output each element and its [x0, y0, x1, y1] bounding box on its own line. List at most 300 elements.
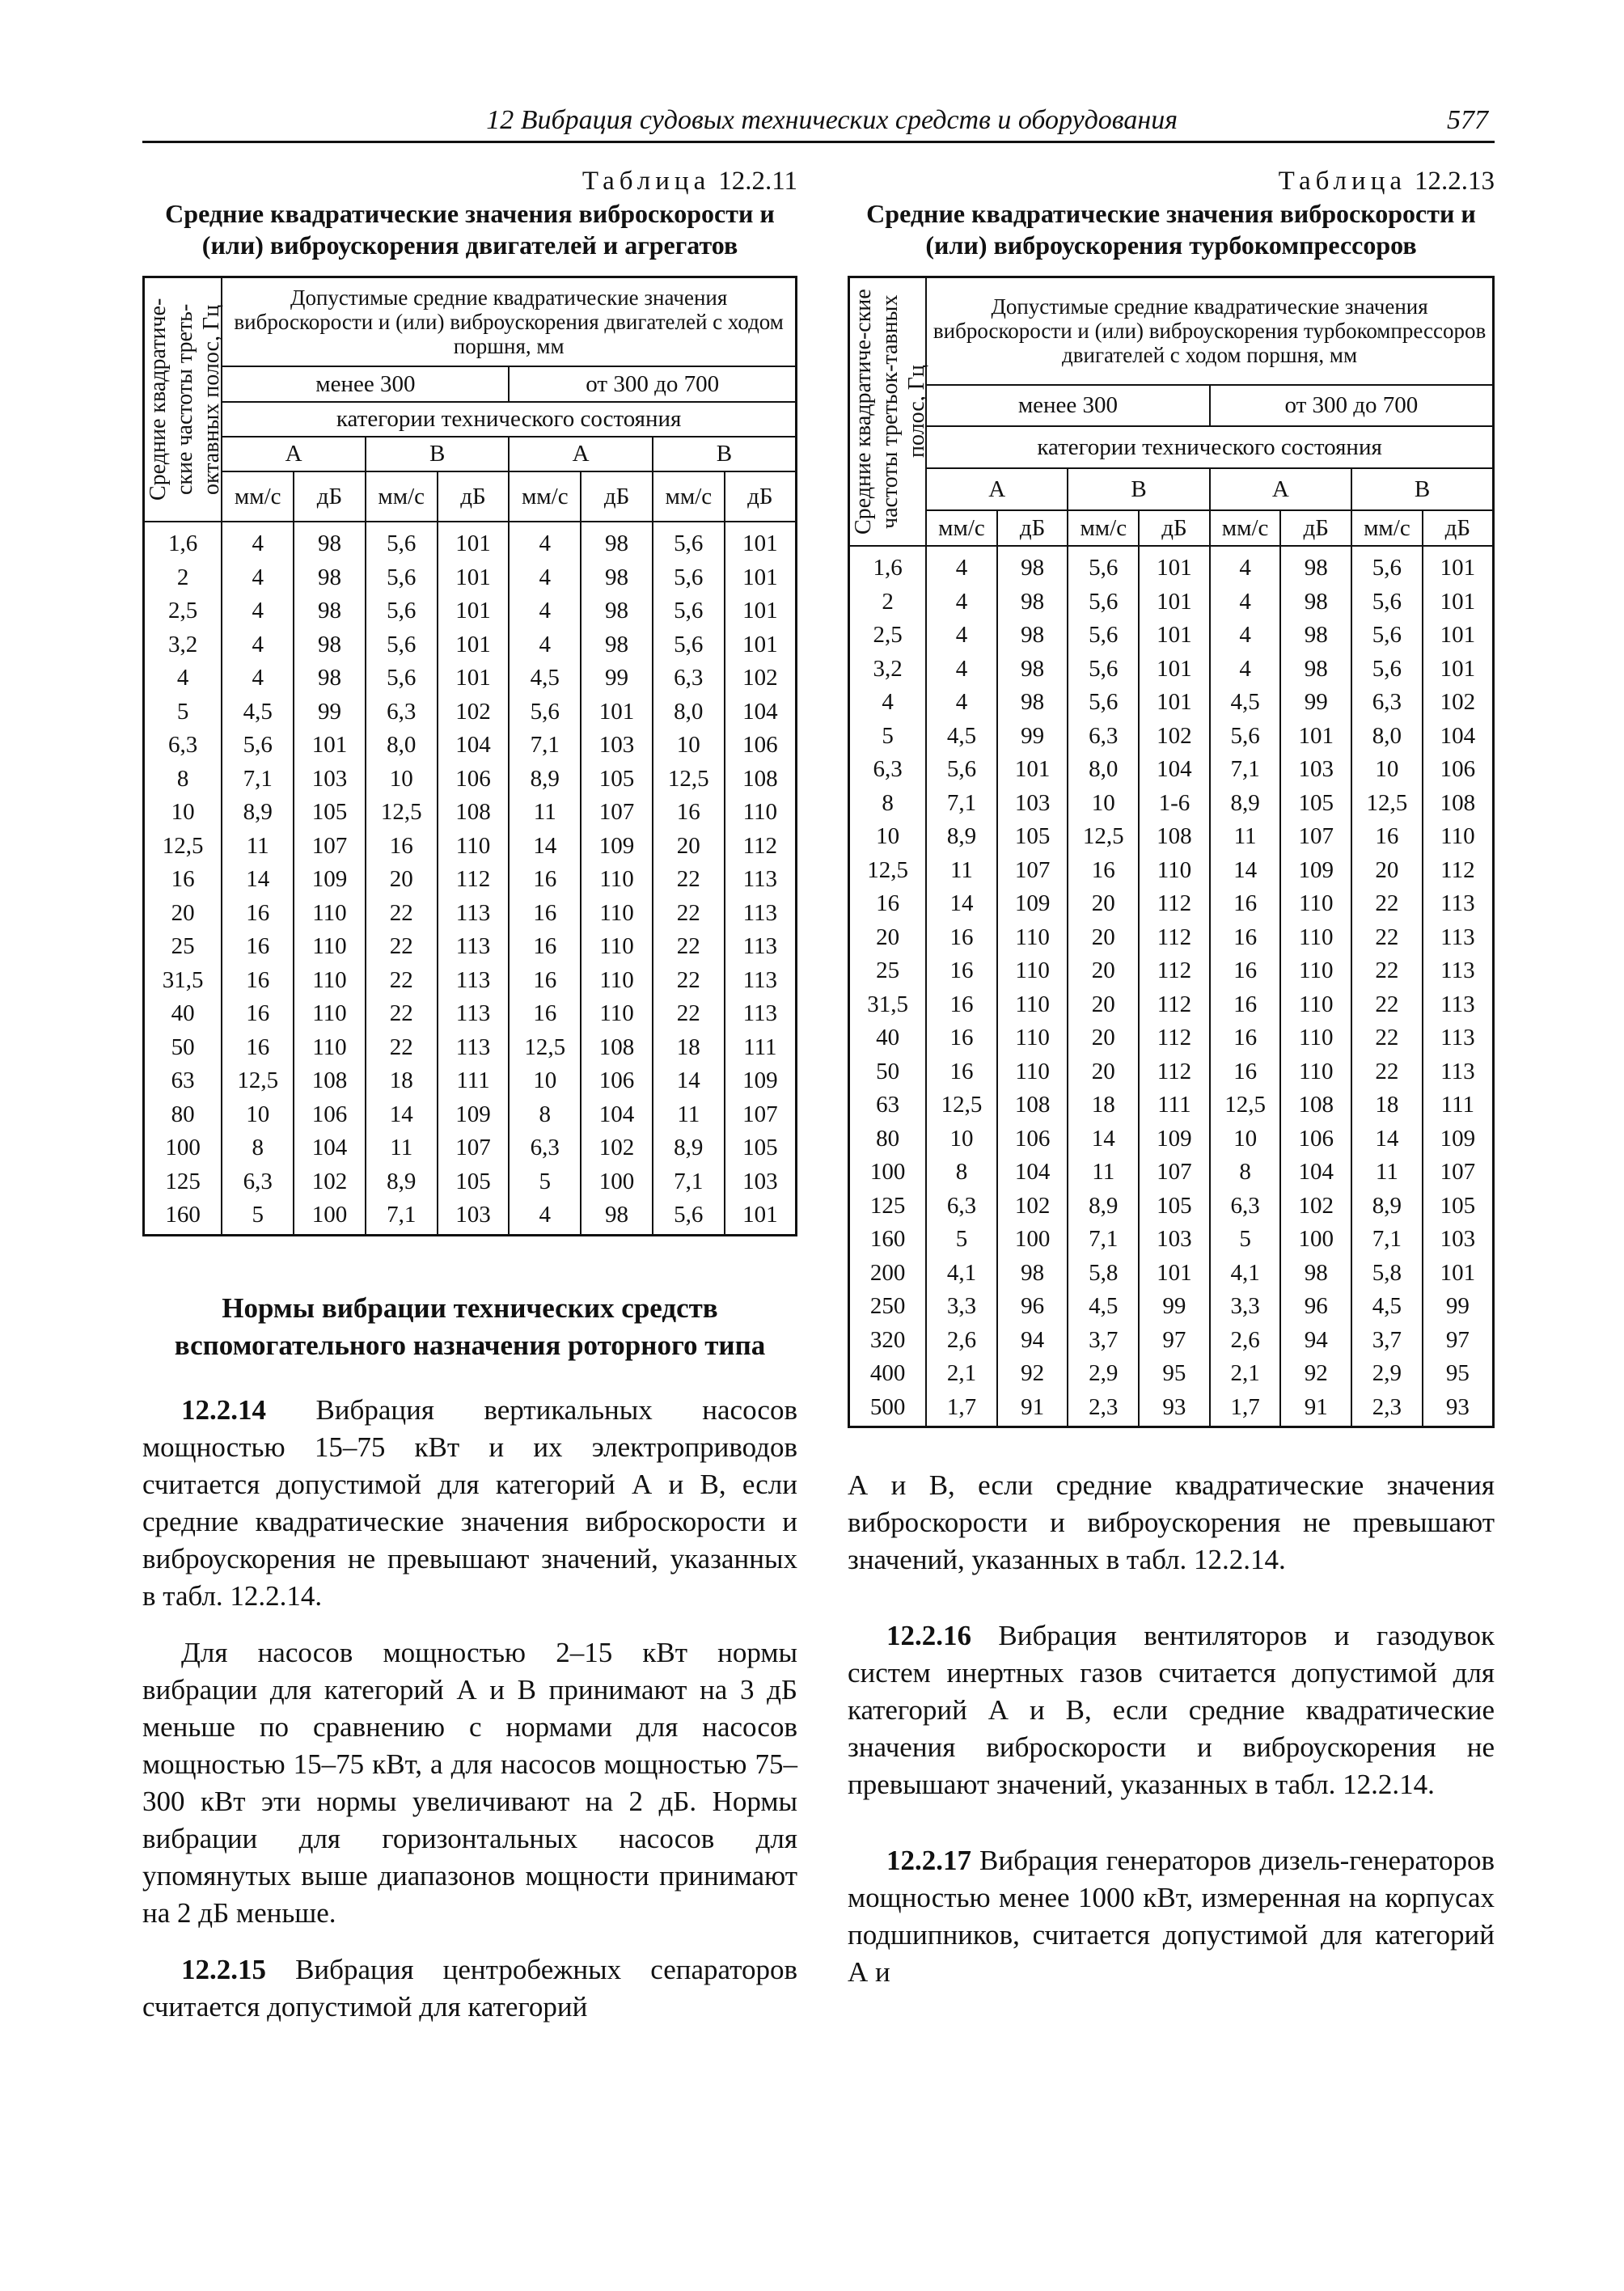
- value-cell: 16: [1210, 921, 1281, 955]
- value-cell: 16: [509, 897, 581, 931]
- value-cell: 110: [1280, 954, 1351, 988]
- unit-db: дБ: [1139, 510, 1210, 546]
- value-cell: 5,6: [1351, 653, 1423, 687]
- value-cell: 16: [1210, 954, 1281, 988]
- clause-number: 12.2.15: [181, 1953, 266, 1985]
- value-cell: 16: [1210, 988, 1281, 1022]
- value-cell: 5,6: [1210, 720, 1281, 754]
- value-cell: 6,3: [1351, 686, 1423, 720]
- table-row: [849, 1324, 1494, 1358]
- value-cell: 94: [997, 1324, 1068, 1358]
- value-cell: 5,6: [366, 594, 438, 628]
- frequency-cell: 1,6: [144, 522, 222, 561]
- value-cell: 101: [438, 522, 510, 561]
- table-row: [849, 954, 1494, 988]
- unit-mm: мм/с: [1351, 510, 1423, 546]
- value-cell: 103: [997, 787, 1068, 821]
- frequency-cell: 4: [849, 686, 927, 720]
- table-row: [144, 522, 797, 561]
- value-cell: 110: [997, 1055, 1068, 1089]
- value-cell: 104: [1423, 720, 1494, 754]
- left-column: [142, 167, 797, 2045]
- frequency-cell: 8: [849, 787, 927, 821]
- value-cell: 104: [438, 729, 510, 763]
- value-cell: 101: [725, 1198, 797, 1235]
- value-cell: 96: [1280, 1290, 1351, 1324]
- value-cell: 5,8: [1068, 1257, 1139, 1291]
- value-cell: 22: [1351, 887, 1423, 921]
- frequency-cell: 16: [144, 863, 222, 897]
- frequency-cell: 63: [144, 1064, 222, 1098]
- value-cell: 103: [438, 1198, 510, 1235]
- value-cell: 98: [581, 628, 653, 662]
- value-cell: 104: [1280, 1156, 1351, 1190]
- paragraph-text: А и В, если средние квадратические значения виброскорости и виброускорения не превышают значений, указанных в табл. 12.2.14.: [848, 1469, 1495, 1575]
- value-cell: 101: [581, 695, 653, 729]
- table-row: [849, 753, 1494, 787]
- value-cell: 101: [1423, 546, 1494, 585]
- value-cell: 22: [366, 964, 438, 998]
- value-cell: 4: [509, 561, 581, 595]
- frequency-cell: 80: [849, 1122, 927, 1156]
- value-cell: 5,6: [366, 561, 438, 595]
- table-row: [849, 686, 1494, 720]
- cat-b-header: В: [1351, 468, 1493, 510]
- value-cell: 14: [1351, 1122, 1423, 1156]
- clause-number: 12.2.17: [886, 1845, 971, 1876]
- value-cell: 104: [725, 695, 797, 729]
- unit-mm: мм/с: [1068, 510, 1139, 546]
- value-cell: 20: [1068, 988, 1139, 1022]
- value-cell: 5,6: [366, 522, 438, 561]
- value-cell: 94: [1280, 1324, 1351, 1358]
- value-cell: 113: [1423, 921, 1494, 955]
- value-cell: 22: [366, 930, 438, 964]
- cat-a-header: А: [926, 468, 1068, 510]
- value-cell: 6,3: [222, 1165, 294, 1199]
- value-cell: 5,6: [1068, 546, 1139, 585]
- cat-b-header: В: [1068, 468, 1209, 510]
- table-row: [144, 594, 797, 628]
- unit-mm: мм/с: [509, 471, 581, 522]
- value-cell: 108: [1139, 820, 1210, 854]
- value-cell: 98: [997, 585, 1068, 619]
- value-cell: 22: [1351, 921, 1423, 955]
- table-row: [849, 887, 1494, 921]
- value-cell: 10: [653, 729, 725, 763]
- value-cell: 98: [581, 594, 653, 628]
- table-row: [144, 1131, 797, 1165]
- value-cell: 2,3: [1351, 1391, 1423, 1427]
- frequency-cell: 5: [849, 720, 927, 754]
- table-row: [849, 1156, 1494, 1190]
- frequency-cell: 250: [849, 1290, 927, 1324]
- value-cell: 98: [997, 686, 1068, 720]
- value-cell: 110: [581, 897, 653, 931]
- value-cell: 106: [997, 1122, 1068, 1156]
- value-cell: 5,6: [653, 1198, 725, 1235]
- value-cell: 111: [1423, 1088, 1494, 1122]
- frequency-cell: 125: [144, 1165, 222, 1199]
- value-cell: 109: [294, 863, 366, 897]
- table-row: [144, 729, 797, 763]
- value-cell: 101: [1139, 619, 1210, 653]
- value-cell: 10: [366, 763, 438, 797]
- value-cell: 107: [438, 1131, 510, 1165]
- value-cell: 14: [926, 887, 997, 921]
- value-cell: 99: [294, 695, 366, 729]
- table-row: [849, 988, 1494, 1022]
- value-cell: 105: [997, 820, 1068, 854]
- value-cell: 93: [1139, 1391, 1210, 1427]
- value-cell: 111: [438, 1064, 510, 1098]
- paragraph-pumps: [142, 1634, 797, 1932]
- value-cell: 110: [581, 863, 653, 897]
- value-cell: 2,6: [1210, 1324, 1281, 1358]
- paragraph-12-2-16: [848, 1617, 1495, 1803]
- value-cell: 8,9: [1351, 1190, 1423, 1224]
- value-cell: 10: [509, 1064, 581, 1098]
- value-cell: 3,7: [1351, 1324, 1423, 1358]
- value-cell: 109: [1280, 854, 1351, 888]
- value-cell: 110: [725, 796, 797, 830]
- value-cell: 113: [725, 964, 797, 998]
- value-cell: 101: [1423, 619, 1494, 653]
- value-cell: 110: [294, 897, 366, 931]
- freq-header-cell: [849, 277, 927, 547]
- freq-header: Средние квадратиче-ские частоты треть-октавных полос, Гц: [146, 298, 224, 501]
- value-cell: 6,3: [1210, 1190, 1281, 1224]
- value-cell: 14: [222, 863, 294, 897]
- value-cell: 113: [438, 930, 510, 964]
- value-cell: 98: [1280, 1257, 1351, 1291]
- value-cell: 20: [1068, 1021, 1139, 1055]
- cat-b-header: В: [653, 437, 797, 471]
- value-cell: 108: [438, 796, 510, 830]
- value-cell: 5: [926, 1223, 997, 1257]
- value-cell: 4: [1210, 546, 1281, 585]
- frequency-cell: 80: [144, 1098, 222, 1132]
- value-cell: 16: [222, 997, 294, 1031]
- table-caption-12-2-11: [142, 167, 797, 197]
- value-cell: 22: [653, 863, 725, 897]
- table-row: [144, 796, 797, 830]
- table-row: [849, 1190, 1494, 1224]
- value-cell: 5,6: [366, 628, 438, 662]
- value-cell: 92: [1280, 1357, 1351, 1391]
- value-cell: 4: [222, 522, 294, 561]
- value-cell: 16: [926, 1055, 997, 1089]
- value-cell: 101: [725, 628, 797, 662]
- value-cell: 12,5: [653, 763, 725, 797]
- value-cell: 4: [509, 594, 581, 628]
- value-cell: 5: [509, 1165, 581, 1199]
- value-cell: 101: [725, 522, 797, 561]
- value-cell: 8,9: [366, 1165, 438, 1199]
- frequency-cell: 2: [849, 585, 927, 619]
- value-cell: 98: [581, 561, 653, 595]
- value-cell: 105: [725, 1131, 797, 1165]
- value-cell: 98: [581, 522, 653, 561]
- value-cell: 106: [1280, 1122, 1351, 1156]
- value-cell: 91: [1280, 1391, 1351, 1427]
- value-cell: 11: [1351, 1156, 1423, 1190]
- value-cell: 7,1: [366, 1198, 438, 1235]
- value-cell: 112: [438, 863, 510, 897]
- frequency-cell: 20: [144, 897, 222, 931]
- value-cell: 113: [1423, 887, 1494, 921]
- value-cell: 99: [1423, 1290, 1494, 1324]
- value-cell: 110: [1280, 988, 1351, 1022]
- page-number: 577: [1447, 105, 1488, 135]
- value-cell: 5,6: [653, 594, 725, 628]
- value-cell: 5,6: [1351, 619, 1423, 653]
- value-cell: 98: [997, 546, 1068, 585]
- value-cell: 16: [509, 997, 581, 1031]
- caption-number: 12.2.11: [718, 167, 797, 196]
- value-cell: 106: [725, 729, 797, 763]
- value-cell: 22: [653, 930, 725, 964]
- frequency-cell: 2,5: [849, 619, 927, 653]
- value-cell: 107: [1423, 1156, 1494, 1190]
- unit-mm: мм/с: [1210, 510, 1281, 546]
- value-cell: 5,8: [1351, 1257, 1423, 1291]
- cat-b-header: В: [366, 437, 510, 471]
- value-cell: 110: [1139, 854, 1210, 888]
- value-cell: 101: [294, 729, 366, 763]
- value-cell: 4: [1210, 653, 1281, 687]
- value-cell: 8: [509, 1098, 581, 1132]
- value-cell: 102: [1423, 686, 1494, 720]
- value-cell: 22: [1351, 1055, 1423, 1089]
- value-cell: 109: [438, 1098, 510, 1132]
- table-title-12-2-11: Средние квадратические значения виброскорости и (или) виброускорения двигателей и агрегатов: [165, 199, 775, 260]
- value-cell: 4: [926, 546, 997, 585]
- value-cell: 16: [1210, 1055, 1281, 1089]
- value-cell: 108: [725, 763, 797, 797]
- value-cell: 110: [581, 930, 653, 964]
- value-cell: 5,6: [1351, 585, 1423, 619]
- value-cell: 104: [294, 1131, 366, 1165]
- value-cell: 18: [653, 1031, 725, 1065]
- frequency-cell: 20: [849, 921, 927, 955]
- table-row: [849, 546, 1494, 585]
- value-cell: 101: [1280, 720, 1351, 754]
- table-row: [144, 863, 797, 897]
- frequency-cell: 320: [849, 1324, 927, 1358]
- unit-db: дБ: [581, 471, 653, 522]
- value-cell: 4: [926, 653, 997, 687]
- value-cell: 107: [997, 854, 1068, 888]
- value-cell: 1-6: [1139, 787, 1210, 821]
- value-cell: 113: [725, 863, 797, 897]
- value-cell: 20: [366, 863, 438, 897]
- value-cell: 16: [222, 1031, 294, 1065]
- unit-db: дБ: [997, 510, 1068, 546]
- value-cell: 5,6: [222, 729, 294, 763]
- value-cell: 11: [509, 796, 581, 830]
- value-cell: 98: [1280, 546, 1351, 585]
- value-cell: 6,3: [366, 695, 438, 729]
- table-row: [849, 1021, 1494, 1055]
- value-cell: 16: [926, 988, 997, 1022]
- value-cell: 113: [1423, 1055, 1494, 1089]
- value-cell: 4: [222, 628, 294, 662]
- value-cell: 110: [438, 830, 510, 864]
- value-cell: 100: [997, 1223, 1068, 1257]
- frequency-cell: 40: [144, 997, 222, 1031]
- table-row: [144, 1098, 797, 1132]
- table-caption-12-2-13: [848, 167, 1495, 197]
- value-cell: 8,0: [1068, 753, 1139, 787]
- table-row: [849, 1290, 1494, 1324]
- value-cell: 20: [1068, 921, 1139, 955]
- value-cell: 108: [581, 1031, 653, 1065]
- value-cell: 102: [438, 695, 510, 729]
- value-cell: 8,9: [222, 796, 294, 830]
- value-cell: 98: [294, 662, 366, 695]
- value-cell: 20: [1351, 854, 1423, 888]
- table-row: [144, 897, 797, 931]
- value-cell: 93: [1423, 1391, 1494, 1427]
- cat-a-header: А: [222, 437, 366, 471]
- frequency-cell: 10: [144, 796, 222, 830]
- value-cell: 101: [1139, 686, 1210, 720]
- value-cell: 22: [366, 997, 438, 1031]
- value-cell: 105: [1139, 1190, 1210, 1224]
- freq-header-cell: [144, 277, 222, 522]
- condition-header: категории технического состояния: [926, 426, 1493, 468]
- value-cell: 22: [653, 897, 725, 931]
- main-header: Допустимые средние квадратические значения виброскорости и (или) виброускорения двигателей с ходом поршня, мм: [222, 277, 796, 367]
- table-row: [144, 1165, 797, 1199]
- value-cell: 108: [997, 1088, 1068, 1122]
- unit-mm: мм/с: [653, 471, 725, 522]
- caption-word: Таблица: [1278, 167, 1406, 196]
- value-cell: 16: [1210, 887, 1281, 921]
- table-row: [849, 1357, 1494, 1391]
- table-row: [849, 820, 1494, 854]
- value-cell: 97: [1423, 1324, 1494, 1358]
- value-cell: 104: [581, 1098, 653, 1132]
- value-cell: 2,6: [926, 1324, 997, 1358]
- value-cell: 4: [509, 1198, 581, 1235]
- value-cell: 4: [222, 662, 294, 695]
- value-cell: 100: [1280, 1223, 1351, 1257]
- value-cell: 12,5: [1210, 1088, 1281, 1122]
- value-cell: 10: [1351, 753, 1423, 787]
- table-title-12-2-13: Средние квадратические значения виброскорости и (или) виброускорения турбокомпрессоров: [866, 199, 1476, 260]
- table-row: [144, 561, 797, 595]
- value-cell: 101: [438, 662, 510, 695]
- value-cell: 10: [1068, 787, 1139, 821]
- value-cell: 107: [725, 1098, 797, 1132]
- freq-header: Средние квадратиче-ские частоты третьок-тавных полос, Гц: [851, 289, 929, 535]
- table-row: [144, 763, 797, 797]
- value-cell: 104: [1139, 753, 1210, 787]
- stroke-300-700: от 300 до 700: [1210, 385, 1494, 427]
- value-cell: 7,1: [1210, 753, 1281, 787]
- value-cell: 7,1: [926, 787, 997, 821]
- value-cell: 101: [997, 753, 1068, 787]
- value-cell: 110: [1280, 887, 1351, 921]
- value-cell: 4: [926, 585, 997, 619]
- stroke-less-300: менее 300: [222, 366, 509, 401]
- value-cell: 11: [366, 1131, 438, 1165]
- value-cell: 112: [1139, 1021, 1210, 1055]
- value-cell: 22: [653, 964, 725, 998]
- value-cell: 109: [1139, 1122, 1210, 1156]
- frequency-cell: 2: [144, 561, 222, 595]
- value-cell: 16: [926, 954, 997, 988]
- value-cell: 105: [294, 796, 366, 830]
- clause-number: 12.2.14: [181, 1393, 266, 1426]
- value-cell: 1,7: [1210, 1391, 1281, 1427]
- value-cell: 101: [725, 561, 797, 595]
- paragraph-text: Вибрация генераторов дизель-генераторов мощностью менее 1000 кВт, измеренная на корпусах подшипников, считается допустимой для категорий А и: [848, 1845, 1495, 1988]
- value-cell: 110: [1280, 921, 1351, 955]
- value-cell: 16: [366, 830, 438, 864]
- frequency-cell: 100: [849, 1156, 927, 1190]
- caption-word: Таблица: [582, 167, 711, 196]
- value-cell: 100: [581, 1165, 653, 1199]
- value-cell: 16: [926, 1021, 997, 1055]
- value-cell: 113: [1423, 1021, 1494, 1055]
- value-cell: 14: [1210, 854, 1281, 888]
- unit-db: дБ: [1280, 510, 1351, 546]
- value-cell: 11: [1210, 820, 1281, 854]
- value-cell: 11: [653, 1098, 725, 1132]
- running-header-title: 12 Вибрация судовых технических средств и оборудования: [486, 105, 1178, 135]
- table-row: [849, 854, 1494, 888]
- value-cell: 105: [1423, 1190, 1494, 1224]
- value-cell: 98: [1280, 619, 1351, 653]
- value-cell: 22: [653, 997, 725, 1031]
- value-cell: 4: [509, 628, 581, 662]
- section-subheading: Нормы вибрации технических средств вспомогательного назначения роторного типа: [174, 1291, 766, 1361]
- value-cell: 102: [725, 662, 797, 695]
- value-cell: 16: [222, 930, 294, 964]
- paragraph-continuation: [848, 1467, 1495, 1579]
- right-column: [848, 167, 1495, 2010]
- table-row: [849, 619, 1494, 653]
- main-header: Допустимые средние квадратические значения виброскорости и (или) виброускорения турбокомпрессоров двигателей с ходом поршня, мм: [926, 277, 1493, 385]
- value-cell: 113: [438, 897, 510, 931]
- value-cell: 98: [294, 522, 366, 561]
- value-cell: 8,9: [653, 1131, 725, 1165]
- condition-header: категории технического состояния: [222, 402, 796, 437]
- value-cell: 12,5: [509, 1031, 581, 1065]
- value-cell: 18: [1068, 1088, 1139, 1122]
- value-cell: 6,3: [926, 1190, 997, 1224]
- value-cell: 20: [1068, 954, 1139, 988]
- value-cell: 99: [581, 662, 653, 695]
- value-cell: 20: [1068, 887, 1139, 921]
- value-cell: 5,6: [1351, 546, 1423, 585]
- value-cell: 22: [366, 1031, 438, 1065]
- value-cell: 106: [1423, 753, 1494, 787]
- value-cell: 8: [1210, 1156, 1281, 1190]
- table-row: [144, 830, 797, 864]
- value-cell: 1,7: [926, 1391, 997, 1427]
- value-cell: 111: [1139, 1088, 1210, 1122]
- value-cell: 8,9: [926, 820, 997, 854]
- frequency-cell: 6,3: [849, 753, 927, 787]
- value-cell: 7,1: [1351, 1223, 1423, 1257]
- value-cell: 22: [1351, 988, 1423, 1022]
- value-cell: 8,9: [1068, 1190, 1139, 1224]
- value-cell: 12,5: [1351, 787, 1423, 821]
